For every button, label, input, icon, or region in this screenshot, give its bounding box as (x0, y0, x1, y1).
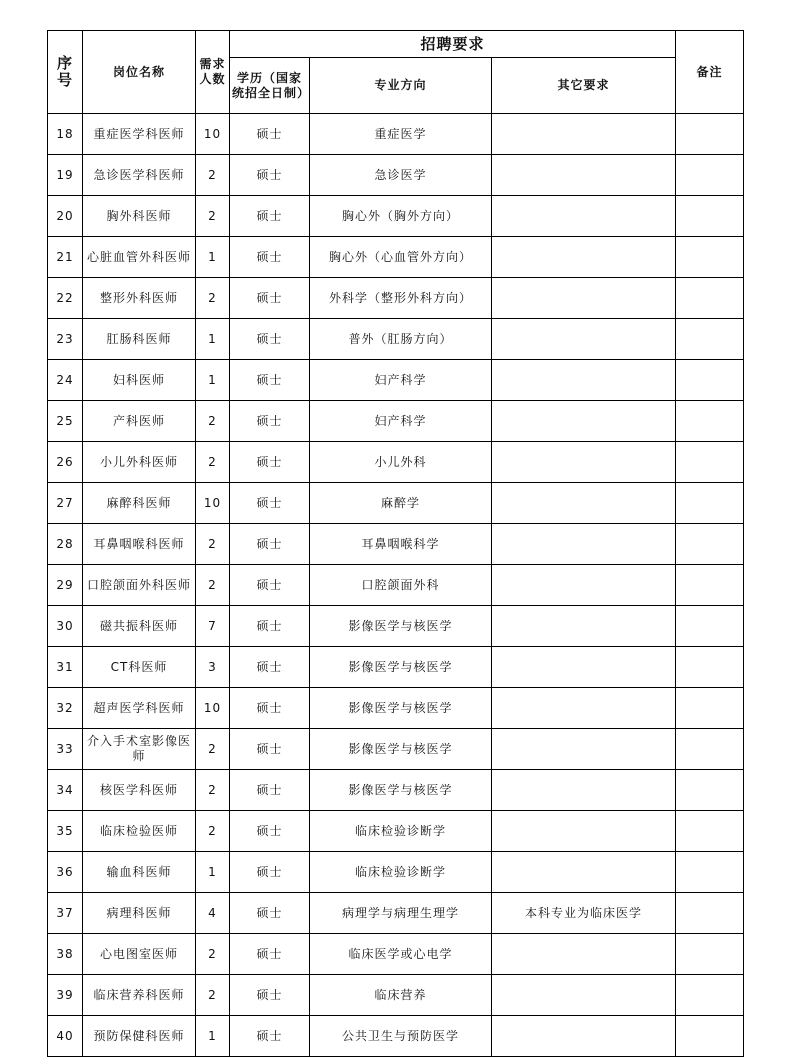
cell-seq: 32 (48, 688, 83, 729)
cell-education: 硕士 (230, 319, 310, 360)
cell-remark (676, 237, 744, 278)
cell-major: 影像医学与核医学 (310, 729, 492, 770)
table-row (48, 893, 744, 934)
cell-education: 硕士 (230, 278, 310, 319)
header-other: 其它要求 (492, 58, 676, 114)
table-row (48, 729, 744, 770)
cell-count: 2 (196, 729, 230, 770)
cell-education: 硕士 (230, 155, 310, 196)
cell-education: 硕士 (230, 442, 310, 483)
cell-seq: 35 (48, 811, 83, 852)
cell-major: 临床检验诊断学 (310, 852, 492, 893)
cell-other (492, 442, 676, 483)
cell-seq: 36 (48, 852, 83, 893)
table-row (48, 319, 744, 360)
cell-seq: 25 (48, 401, 83, 442)
cell-major: 妇产科学 (310, 401, 492, 442)
cell-remark (676, 934, 744, 975)
cell-remark (676, 524, 744, 565)
cell-count: 2 (196, 401, 230, 442)
cell-major: 外科学（整形外科方向） (310, 278, 492, 319)
cell-remark (676, 114, 744, 155)
cell-other (492, 524, 676, 565)
cell-remark (676, 565, 744, 606)
table-row (48, 565, 744, 606)
cell-position: 心电图室医师 (83, 934, 196, 975)
cell-seq: 19 (48, 155, 83, 196)
cell-other (492, 975, 676, 1016)
cell-remark (676, 811, 744, 852)
cell-seq: 34 (48, 770, 83, 811)
cell-major: 病理学与病理生理学 (310, 893, 492, 934)
cell-education: 硕士 (230, 852, 310, 893)
cell-position: 整形外科医师 (83, 278, 196, 319)
cell-remark (676, 442, 744, 483)
table-row (48, 688, 744, 729)
cell-position: 胸外科医师 (83, 196, 196, 237)
cell-other (492, 606, 676, 647)
cell-education: 硕士 (230, 893, 310, 934)
cell-remark (676, 893, 744, 934)
table-row (48, 606, 744, 647)
cell-other (492, 278, 676, 319)
cell-count: 1 (196, 852, 230, 893)
cell-count: 2 (196, 975, 230, 1016)
cell-education: 硕士 (230, 811, 310, 852)
cell-position: 磁共振科医师 (83, 606, 196, 647)
cell-seq: 38 (48, 934, 83, 975)
cell-education: 硕士 (230, 606, 310, 647)
cell-position: 预防保健科医师 (83, 1016, 196, 1057)
cell-education: 硕士 (230, 524, 310, 565)
cell-seq: 31 (48, 647, 83, 688)
cell-remark (676, 852, 744, 893)
cell-other (492, 360, 676, 401)
cell-count: 2 (196, 565, 230, 606)
cell-major: 临床医学或心电学 (310, 934, 492, 975)
cell-position: 妇科医师 (83, 360, 196, 401)
table-row (48, 196, 744, 237)
cell-remark (676, 155, 744, 196)
cell-other (492, 729, 676, 770)
cell-count: 2 (196, 524, 230, 565)
cell-remark (676, 606, 744, 647)
cell-major: 公共卫生与预防医学 (310, 1016, 492, 1057)
cell-major: 耳鼻咽喉科学 (310, 524, 492, 565)
cell-education: 硕士 (230, 1016, 310, 1057)
cell-education: 硕士 (230, 770, 310, 811)
cell-count: 1 (196, 1016, 230, 1057)
table-row (48, 237, 744, 278)
table-row (48, 114, 744, 155)
table-row (48, 401, 744, 442)
header-remark: 备注 (676, 31, 744, 114)
cell-count: 2 (196, 934, 230, 975)
cell-seq: 20 (48, 196, 83, 237)
cell-seq: 30 (48, 606, 83, 647)
cell-seq: 26 (48, 442, 83, 483)
cell-position: 输血科医师 (83, 852, 196, 893)
table-row (48, 483, 744, 524)
cell-count: 4 (196, 893, 230, 934)
table-row (48, 155, 744, 196)
cell-major: 急诊医学 (310, 155, 492, 196)
cell-position: 临床检验医师 (83, 811, 196, 852)
cell-remark (676, 401, 744, 442)
cell-seq: 28 (48, 524, 83, 565)
cell-seq: 37 (48, 893, 83, 934)
header-education: 学历（国家统招全日制） (230, 58, 310, 114)
cell-major: 普外（肛肠方向） (310, 319, 492, 360)
cell-other: 本科专业为临床医学 (492, 893, 676, 934)
cell-other (492, 319, 676, 360)
cell-seq: 39 (48, 975, 83, 1016)
cell-major: 胸心外（心血管外方向） (310, 237, 492, 278)
cell-remark (676, 319, 744, 360)
cell-major: 影像医学与核医学 (310, 647, 492, 688)
cell-seq: 18 (48, 114, 83, 155)
cell-seq: 33 (48, 729, 83, 770)
cell-other (492, 811, 676, 852)
cell-position: 口腔颌面外科医师 (83, 565, 196, 606)
cell-remark (676, 975, 744, 1016)
cell-position: 产科医师 (83, 401, 196, 442)
cell-count: 10 (196, 483, 230, 524)
cell-position: 麻醉科医师 (83, 483, 196, 524)
table-row (48, 1016, 744, 1057)
header-seq: 序号 (48, 31, 83, 114)
cell-other (492, 401, 676, 442)
cell-position: 急诊医学科医师 (83, 155, 196, 196)
cell-education: 硕士 (230, 196, 310, 237)
cell-major: 临床营养 (310, 975, 492, 1016)
cell-other (492, 196, 676, 237)
cell-position: 介入手术室影像医师 (83, 729, 196, 770)
cell-major: 影像医学与核医学 (310, 688, 492, 729)
cell-other (492, 565, 676, 606)
cell-position: 超声医学科医师 (83, 688, 196, 729)
cell-major: 临床检验诊断学 (310, 811, 492, 852)
cell-education: 硕士 (230, 565, 310, 606)
cell-education: 硕士 (230, 729, 310, 770)
cell-count: 1 (196, 360, 230, 401)
cell-education: 硕士 (230, 483, 310, 524)
table-row (48, 811, 744, 852)
cell-position: 病理科医师 (83, 893, 196, 934)
cell-major: 妇产科学 (310, 360, 492, 401)
cell-major: 小儿外科 (310, 442, 492, 483)
cell-seq: 24 (48, 360, 83, 401)
cell-major: 影像医学与核医学 (310, 606, 492, 647)
cell-education: 硕士 (230, 114, 310, 155)
cell-major: 麻醉学 (310, 483, 492, 524)
cell-other (492, 647, 676, 688)
recruitment-table (47, 30, 744, 1057)
cell-other (492, 1016, 676, 1057)
cell-remark (676, 278, 744, 319)
cell-seq: 23 (48, 319, 83, 360)
cell-position: 肛肠科医师 (83, 319, 196, 360)
table-body (48, 114, 744, 1057)
cell-count: 3 (196, 647, 230, 688)
table-row (48, 852, 744, 893)
cell-position: 心脏血管外科医师 (83, 237, 196, 278)
cell-other (492, 155, 676, 196)
cell-seq: 21 (48, 237, 83, 278)
cell-remark (676, 729, 744, 770)
cell-education: 硕士 (230, 975, 310, 1016)
cell-other (492, 688, 676, 729)
cell-count: 2 (196, 442, 230, 483)
cell-count: 2 (196, 196, 230, 237)
cell-education: 硕士 (230, 688, 310, 729)
cell-education: 硕士 (230, 647, 310, 688)
cell-other (492, 770, 676, 811)
cell-seq: 40 (48, 1016, 83, 1057)
cell-education: 硕士 (230, 237, 310, 278)
table-row (48, 278, 744, 319)
cell-count: 1 (196, 319, 230, 360)
cell-count: 1 (196, 237, 230, 278)
cell-position: 耳鼻咽喉科医师 (83, 524, 196, 565)
header-count: 需求人数 (196, 31, 230, 114)
cell-major: 胸心外（胸外方向） (310, 196, 492, 237)
cell-count: 2 (196, 278, 230, 319)
cell-major: 影像医学与核医学 (310, 770, 492, 811)
header-requirements: 招聘要求 (230, 31, 676, 58)
table-row (48, 934, 744, 975)
cell-count: 2 (196, 155, 230, 196)
cell-position: 重症医学科医师 (83, 114, 196, 155)
cell-remark (676, 770, 744, 811)
table-row (48, 442, 744, 483)
cell-position: 核医学科医师 (83, 770, 196, 811)
cell-other (492, 934, 676, 975)
cell-position: 小儿外科医师 (83, 442, 196, 483)
header-position: 岗位名称 (83, 31, 196, 114)
cell-seq: 27 (48, 483, 83, 524)
cell-seq: 22 (48, 278, 83, 319)
header-major: 专业方向 (310, 58, 492, 114)
cell-position: CT科医师 (83, 647, 196, 688)
cell-count: 7 (196, 606, 230, 647)
table-row (48, 647, 744, 688)
cell-position: 临床营养科医师 (83, 975, 196, 1016)
cell-major: 口腔颌面外科 (310, 565, 492, 606)
cell-education: 硕士 (230, 401, 310, 442)
table-row (48, 770, 744, 811)
cell-other (492, 852, 676, 893)
cell-education: 硕士 (230, 360, 310, 401)
cell-remark (676, 483, 744, 524)
cell-remark (676, 360, 744, 401)
cell-major: 重症医学 (310, 114, 492, 155)
cell-other (492, 237, 676, 278)
cell-other (492, 114, 676, 155)
cell-count: 2 (196, 770, 230, 811)
cell-education: 硕士 (230, 934, 310, 975)
cell-seq: 29 (48, 565, 83, 606)
cell-count: 2 (196, 811, 230, 852)
table-row (48, 524, 744, 565)
cell-count: 10 (196, 114, 230, 155)
table-row (48, 975, 744, 1016)
cell-count: 10 (196, 688, 230, 729)
cell-other (492, 483, 676, 524)
table-row (48, 360, 744, 401)
cell-remark (676, 196, 744, 237)
cell-remark (676, 1016, 744, 1057)
cell-remark (676, 647, 744, 688)
cell-remark (676, 688, 744, 729)
